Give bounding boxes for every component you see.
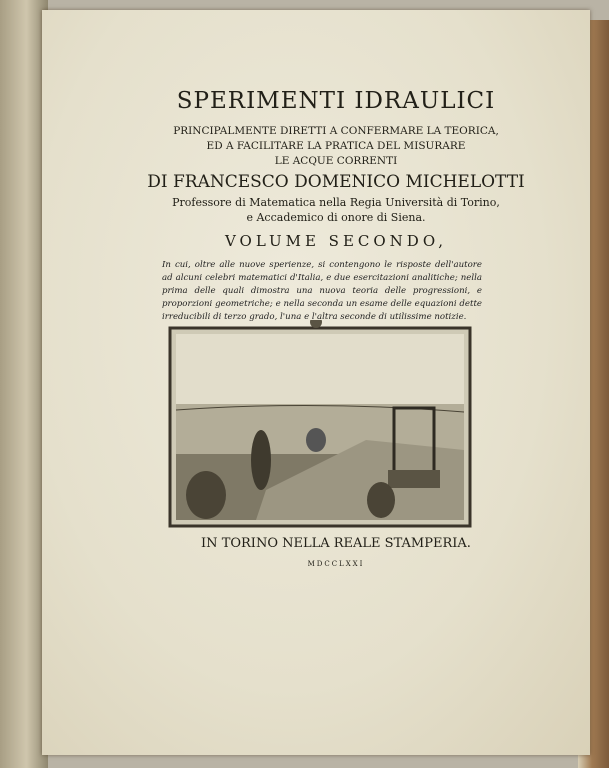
subtitle-line: ED A FACILITARE LA PRATICA DEL MISURARE bbox=[206, 140, 466, 152]
imprint: IN TORINO NELLA REALE STAMPERIA. bbox=[201, 536, 471, 551]
engraving-illustration bbox=[166, 320, 474, 532]
book-title: SPERIMENTI IDRAULICI bbox=[176, 88, 496, 114]
facing-page-edge bbox=[0, 0, 48, 768]
author-title: Professore di Matematica nella Regia Università di Torino, bbox=[172, 196, 500, 209]
publication-year: MDCCLXXI bbox=[307, 560, 365, 568]
subtitle-line: LE ACQUE CORRENTI bbox=[274, 155, 398, 167]
title-page bbox=[42, 10, 590, 755]
description: In cui, oltre alle nuove sperienze, si contengono le risposte dell'autore ad alcuni celebri matematici d'Italia, e due esercitazioni analitiche; nella prima delle quali dimostra una nuova teoria delle progressioni, e proporzioni geometriche; e nella seconda un esame delle equazioni dette irreducibili di terzo grado, l'una e l'altra seconde di utilissime notizie. bbox=[162, 259, 482, 322]
volume-label: VOLUME SECONDO, bbox=[224, 232, 448, 250]
author: DI FRANCESCO DOMENICO MICHELOTTI bbox=[147, 172, 525, 192]
author-title: e Accademico di onore di Siena. bbox=[246, 211, 426, 224]
subtitle-line: PRINCIPALMENTE DIRETTI A CONFERMARE LA TEORICA, bbox=[173, 125, 499, 137]
